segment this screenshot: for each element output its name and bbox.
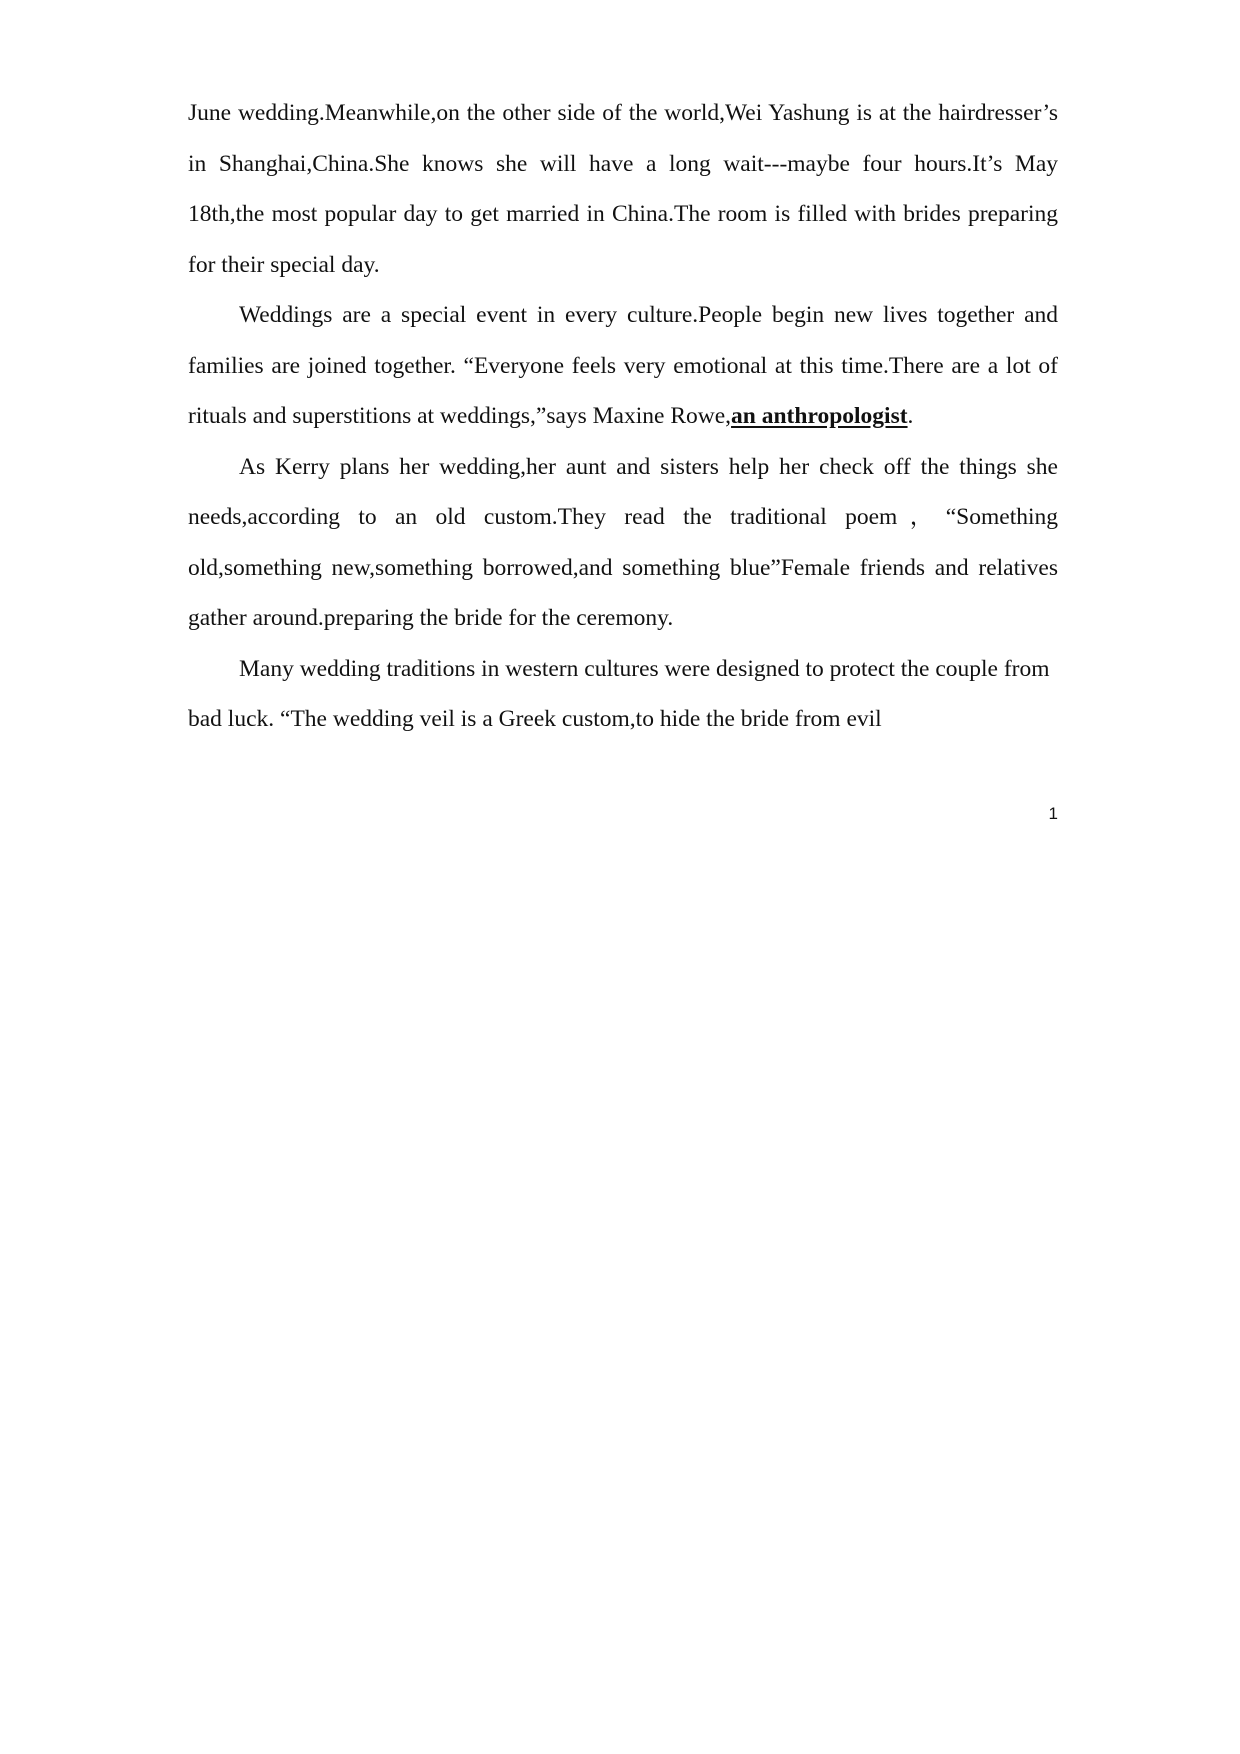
paragraph-3: As Kerry plans her wedding,her aunt and sisters help her check off the things she needs,according to an old custom.They read the traditional poem，“Something old,something new,something borrowed,and something blue”Female friends and relatives gather around.preparing the bride for the ceremony. [188,453,1058,631]
emphasized-term: an anthropologist [731,403,908,429]
paragraph-2 [188,290,1058,442]
paragraph-1: June wedding.Meanwhile,on the other side of the world,Wei Yashung is at the hairdresser’s in Shanghai,China.She knows she will have a long wait---maybe four hours.It’s May 18th,the most popular day to get married in China.The room is filled with brides preparing for their special day. [188,100,1058,278]
paragraph-4: Many wedding traditions in western cultures were designed to protect the couple from bad luck. “The wedding veil is a Greek custom,to hide the bride from evil [188,655,1050,732]
body-text [188,88,1058,745]
paragraph-2-text: Weddings are a special event in every culture.People begin new lives together and families are joined together. “Everyone feels very emotional at this time.There are a lot of rituals and superstitions at weddings,”says Maxine Rowe, [188,302,1058,429]
paragraph-2-end: . [907,403,914,429]
page-number: 1 [1048,804,1058,823]
